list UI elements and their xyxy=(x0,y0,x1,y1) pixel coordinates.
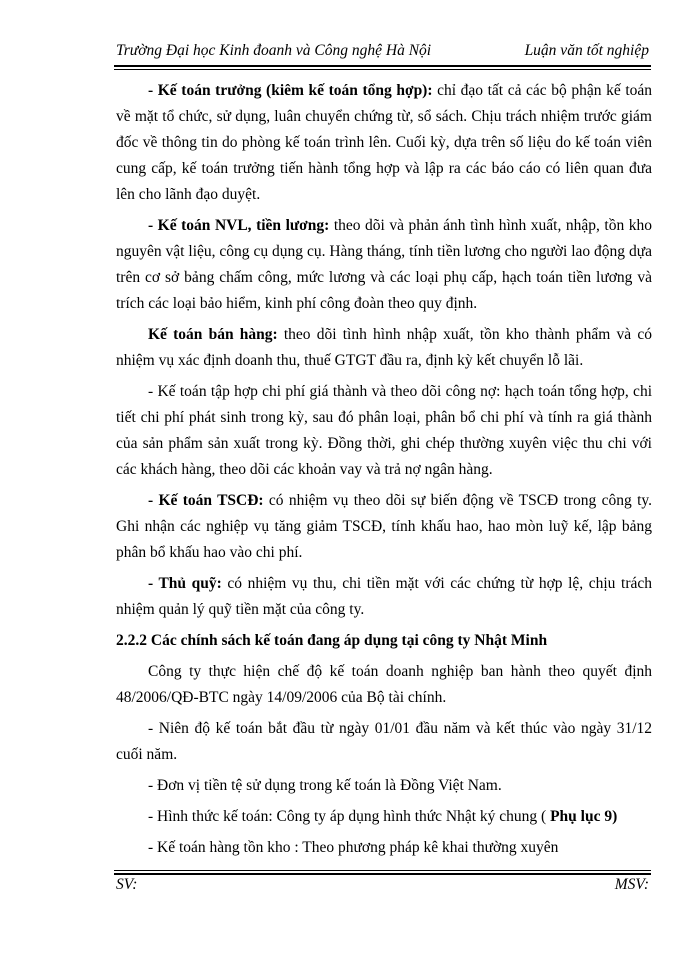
footer-student-label: SV: xyxy=(116,876,138,893)
paragraph-treasurer: - Thủ quỹ: có nhiệm vụ thu, chi tiền mặt với các chứng từ hợp lệ, chịu trách nhiệm quản lý quỹ tiền mặt của công ty. xyxy=(116,575,652,618)
paragraph-sales-accountant: Kế toán bán hàng: theo dõi tình hình nhập xuất, tồn kho thành phẩm và có nhiệm vụ xác định doanh thu, thuế GTGT đầu ra, định kỳ kết chuyển lỗ lãi. xyxy=(116,326,652,369)
document-body xyxy=(116,78,652,866)
term-chief-accountant: - Kế toán trưởng (kiêm kế toán tổng hợp): xyxy=(148,82,433,99)
paragraph-fixed-assets: - Kế toán TSCĐ: có nhiệm vụ theo dõi sự biến động về TSCĐ trong công ty. Ghi nhận các nghiệp vụ tăng giảm TSCĐ, tính khấu hao, hao mòn luỹ kế, lập bảng phân bổ khấu hao vào chi phí. xyxy=(116,492,652,561)
paragraph-cost-accountant: - Kế toán tập hợp chi phí giá thành và theo dõi công nợ: hạch toán tổng hợp, chi tiết chi phí phát sinh trong kỳ, sau đó phân loại, phân bổ chi phí và tính ra giá thành của sản phẩm sản xuất trong kỳ. Đồng thời, ghi chép thường xuyên việc thu chi với các khách hàng, theo dõi các khoản vay và trả nợ ngân hàng. xyxy=(116,383,652,478)
header-divider xyxy=(114,65,651,67)
footer-divider xyxy=(114,873,651,875)
section-heading: 2.2.2 Các chính sách kế toán đang áp dụng tại công ty Nhật Minh xyxy=(116,632,548,649)
term-treasurer: - Thủ quỹ: xyxy=(148,575,222,592)
paragraph-chief-accountant: - Kế toán trưởng (kiêm kế toán tổng hợp): chỉ đạo tất cả các bộ phận kế toán về mặt tổ chức, sử dụng, luân chuyển chứng từ, sổ sách. Chịu trách nhiệm trước giám đốc về thông tin do phòng kế toán trình lên. Cuối kỳ, dựa trên số liệu do kế toán viên cung cấp, kế toán trưởng tiến hành tổng hợp và lập ra các báo cáo có liên quan đưa lên cho lãnh đạo duyệt. xyxy=(116,82,653,203)
page-header xyxy=(116,42,649,60)
header-divider-thin xyxy=(114,69,651,70)
paragraph-accounting-form: - Hình thức kế toán: Công ty áp dụng hình thức Nhật ký chung ( Phụ lục 9) xyxy=(148,808,618,825)
header-thesis-label: Luận văn tốt nghiệp xyxy=(524,42,649,59)
appendix-reference: Phụ lục 9) xyxy=(546,808,618,825)
paragraph-accounting-regime: Công ty thực hiện chế độ kế toán doanh nghiệp ban hành theo quyết định 48/2006/QĐ-BTC ngày 14/09/2006 của Bộ tài chính. xyxy=(116,663,652,706)
header-university: Trường Đại học Kinh đoanh và Công nghệ Hà Nội xyxy=(116,42,432,59)
paragraph-fiscal-year: - Niên độ kế toán bắt đầu từ ngày 01/01 đầu năm và kết thúc vào ngày 31/12 cuối năm. xyxy=(116,720,652,763)
paragraph-inventory: - Kế toán hàng tồn kho : Theo phương pháp kê khai thường xuyên xyxy=(148,839,559,856)
footer-divider-thin xyxy=(114,870,651,871)
page-footer xyxy=(116,876,649,894)
term-materials-salary: - Kế toán NVL, tiền lương: xyxy=(148,217,330,234)
term-fixed-assets: - Kế toán TSCĐ: xyxy=(148,492,264,509)
paragraph-currency: - Đơn vị tiền tệ sử dụng trong kế toán là Đồng Việt Nam. xyxy=(148,777,502,794)
footer-student-id-label: MSV: xyxy=(614,876,649,893)
term-sales-accountant: Kế toán bán hàng: xyxy=(148,326,278,343)
paragraph-materials-salary: - Kế toán NVL, tiền lương: theo dõi và phản ánh tình hình xuất, nhập, tồn kho nguyên vật liệu, công cụ dụng cụ. Hàng tháng, tính tiền lương cho người lao động dựa trên cơ sở bảng chấm công, mức lương và các loại phụ cấp, hạch toán tiền lương và trích các loại bảo hiểm, kinh phí công đoàn theo quy định. xyxy=(116,217,652,312)
